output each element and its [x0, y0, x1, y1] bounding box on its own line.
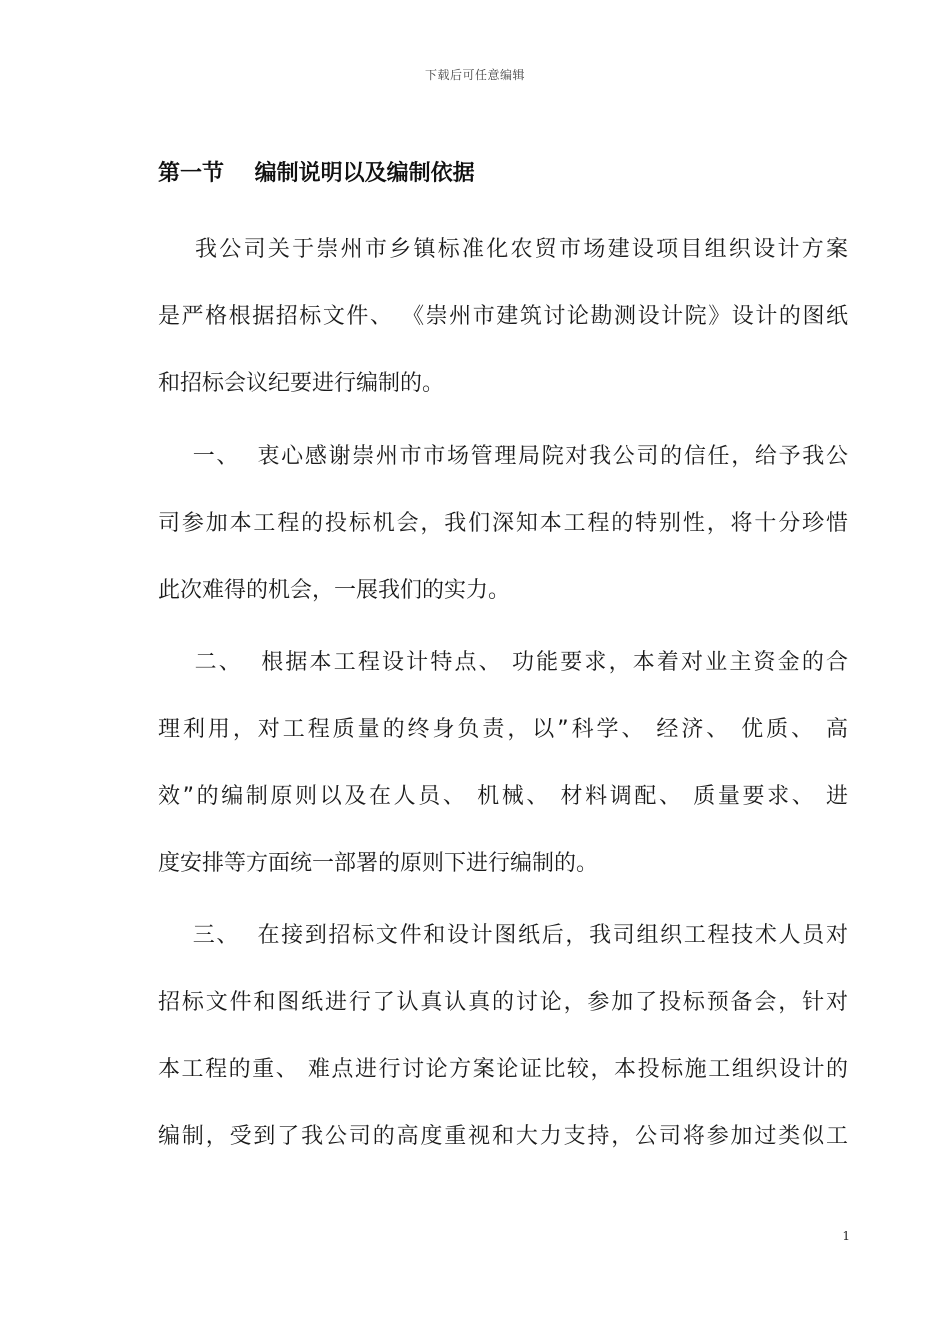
page-number: 1	[842, 1229, 850, 1243]
paragraph-line: 编制，受到了我公司的高度重视和大力支持，公司将参加过类似工	[158, 1124, 848, 1149]
paragraph-line: 招标文件和图纸进行了认真认真的讨论，参加了投标预备会，针对	[158, 990, 848, 1015]
paragraph-line: 和招标会议纪要进行编制的。	[158, 371, 445, 396]
paragraph-line: 一、 衷心感谢崇州市市场管理局院对我公司的信任，给予我公	[158, 444, 848, 469]
paragraph-line: 司参加本工程的投标机会，我们深知本工程的特别性，将十分珍惜	[158, 511, 848, 536]
paragraph-line: 我公司关于崇州市乡镇标准化农贸市场建设项目组织设计方案	[158, 237, 848, 262]
paragraph-line: 本工程的重、 难点进行讨论方案论证比较，本投标施工组织设计的	[158, 1057, 848, 1082]
header-note: 下载后可任意编辑	[424, 68, 525, 82]
paragraph-line: 二、 根据本工程设计特点、 功能要求，本着对业主资金的合	[158, 650, 848, 675]
paragraph-line: 理利用，对工程质量的终身负责，以”科学、 经济、 优质、 高	[158, 717, 848, 742]
paragraph-line: 效”的编制原则以及在人员、 机械、 材料调配、 质量要求、 进	[158, 784, 848, 809]
paragraph-line: 三、 在接到招标文件和设计图纸后，我司组织工程技术人员对	[158, 923, 848, 948]
section-title: 第一节 编制说明以及编制依据	[158, 161, 475, 186]
paragraph-line: 是严格根据招标文件、 《崇州市建筑讨论勘测设计院》设计的图纸	[158, 304, 848, 329]
paragraph-line: 此次难得的机会，一展我们的实力。	[158, 578, 511, 603]
paragraph-line: 度安排等方面统一部署的原则下进行编制的。	[158, 851, 599, 876]
